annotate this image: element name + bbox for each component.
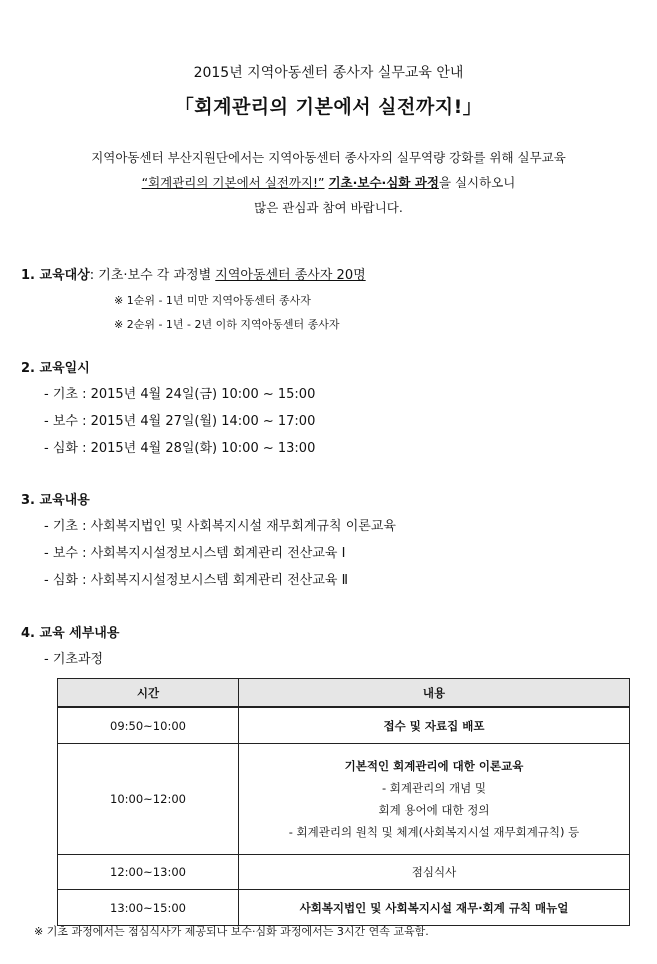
- section-1-heading: [21, 264, 366, 283]
- section-4-label: 교육 세부내용: [39, 626, 120, 641]
- content-advanced: - 심화 : 사회복지시설정보시스템 회계관리 전산교육 Ⅱ: [44, 573, 348, 588]
- notice-title: 2015년 지역아동센터 종사자 실무교육 안내: [193, 65, 464, 81]
- section-1-number: 1.: [21, 268, 35, 283]
- table-cell-time: 10:00~12:00: [58, 744, 239, 855]
- section-2-label: 교육일시: [39, 361, 90, 376]
- section-3-label: 교육내용: [39, 493, 90, 508]
- table-cell-content: 사회복지법인 및 사회복지시설 재무·회계 규칙 매뉴얼: [239, 890, 630, 926]
- section-1-target: 지역아동센터 종사자 20명: [215, 268, 366, 283]
- basic-course-label: - 기초과정: [44, 652, 104, 667]
- intro-program-name: “회계관리의 기본에서 실전까지!”: [141, 175, 325, 190]
- content-basic: - 기초 : 사회복지법인 및 사회복지시설 재무회계규칙 이론교육: [44, 519, 396, 534]
- table-cell-time: 09:50~10:00: [58, 707, 239, 744]
- table-row: [58, 855, 630, 890]
- table-row: [58, 890, 630, 926]
- lecture-title: 기본적인 회계관리에 대한 이론교육: [344, 759, 524, 773]
- section-1-note-2: ※ 2순위 - 1년 - 2년 이하 지역아동센터 종사자: [114, 318, 340, 331]
- intro-line-3: 많은 관심과 참여 바랍니다.: [254, 200, 403, 215]
- schedule-basic: - 기초 : 2015년 4월 24일(금) 10:00 ~ 15:00: [44, 387, 316, 402]
- table-row: [58, 707, 630, 744]
- section-4-heading: [21, 622, 119, 641]
- table-row: [58, 744, 630, 855]
- section-1-label: 교육대상: [39, 268, 90, 283]
- lecture-point-2: 회계 용어에 대한 정의: [378, 803, 490, 817]
- lecture-point-3: - 회계관리의 원칙 및 체계(사회복지시설 재무회계규칙) 등: [288, 825, 580, 839]
- intro-line-2-rest: 을 실시하오니: [438, 175, 516, 190]
- table-header-row: [58, 679, 630, 708]
- section-2-number: 2.: [21, 361, 35, 376]
- lecture-point-1: - 회계관리의 개념 및: [382, 781, 486, 795]
- notice-subtitle: 「회계관리의 기본에서 실전까지!」: [174, 96, 483, 118]
- table-cell-time: 13:00~15:00: [58, 890, 239, 926]
- section-1-text-prefix: : 기초·보수 각 과정별: [89, 268, 216, 283]
- section-4-number: 4.: [21, 626, 35, 641]
- table-header-time: 시간: [58, 679, 239, 708]
- table-cell-content: 점심식사: [239, 855, 630, 890]
- section-1-note-1: ※ 1순위 - 1년 미만 지역아동센터 종사자: [114, 294, 311, 307]
- table-header-content: 내용: [239, 679, 630, 708]
- section-3-number: 3.: [21, 493, 35, 508]
- table-cell-content: 접수 및 자료집 배포: [239, 707, 630, 744]
- table-cell-time: 12:00~13:00: [58, 855, 239, 890]
- intro-line-1: 지역아동센터 부산지원단에서는 지역아동센터 종사자의 실무역량 강화를 위해 실무교육: [91, 150, 566, 165]
- table-cell-content: [239, 744, 630, 855]
- intro-line-2: [0, 173, 657, 191]
- section-2-heading: [21, 357, 90, 376]
- intro-course-names: 기초·보수·심화 과정: [328, 175, 439, 190]
- section-3-heading: [21, 489, 90, 508]
- schedule-refresher: - 보수 : 2015년 4월 27일(월) 14:00 ~ 17:00: [44, 414, 316, 429]
- footnote: ※ 기초 과정에서는 점심식사가 제공되나 보수·심화 과정에서는 3시간 연속 교육함.: [34, 925, 429, 938]
- schedule-advanced: - 심화 : 2015년 4월 28일(화) 10:00 ~ 13:00: [44, 441, 316, 456]
- content-refresher: - 보수 : 사회복지시설정보시스템 회계관리 전산교육 Ⅰ: [44, 546, 346, 561]
- basic-course-schedule-table: [57, 678, 630, 926]
